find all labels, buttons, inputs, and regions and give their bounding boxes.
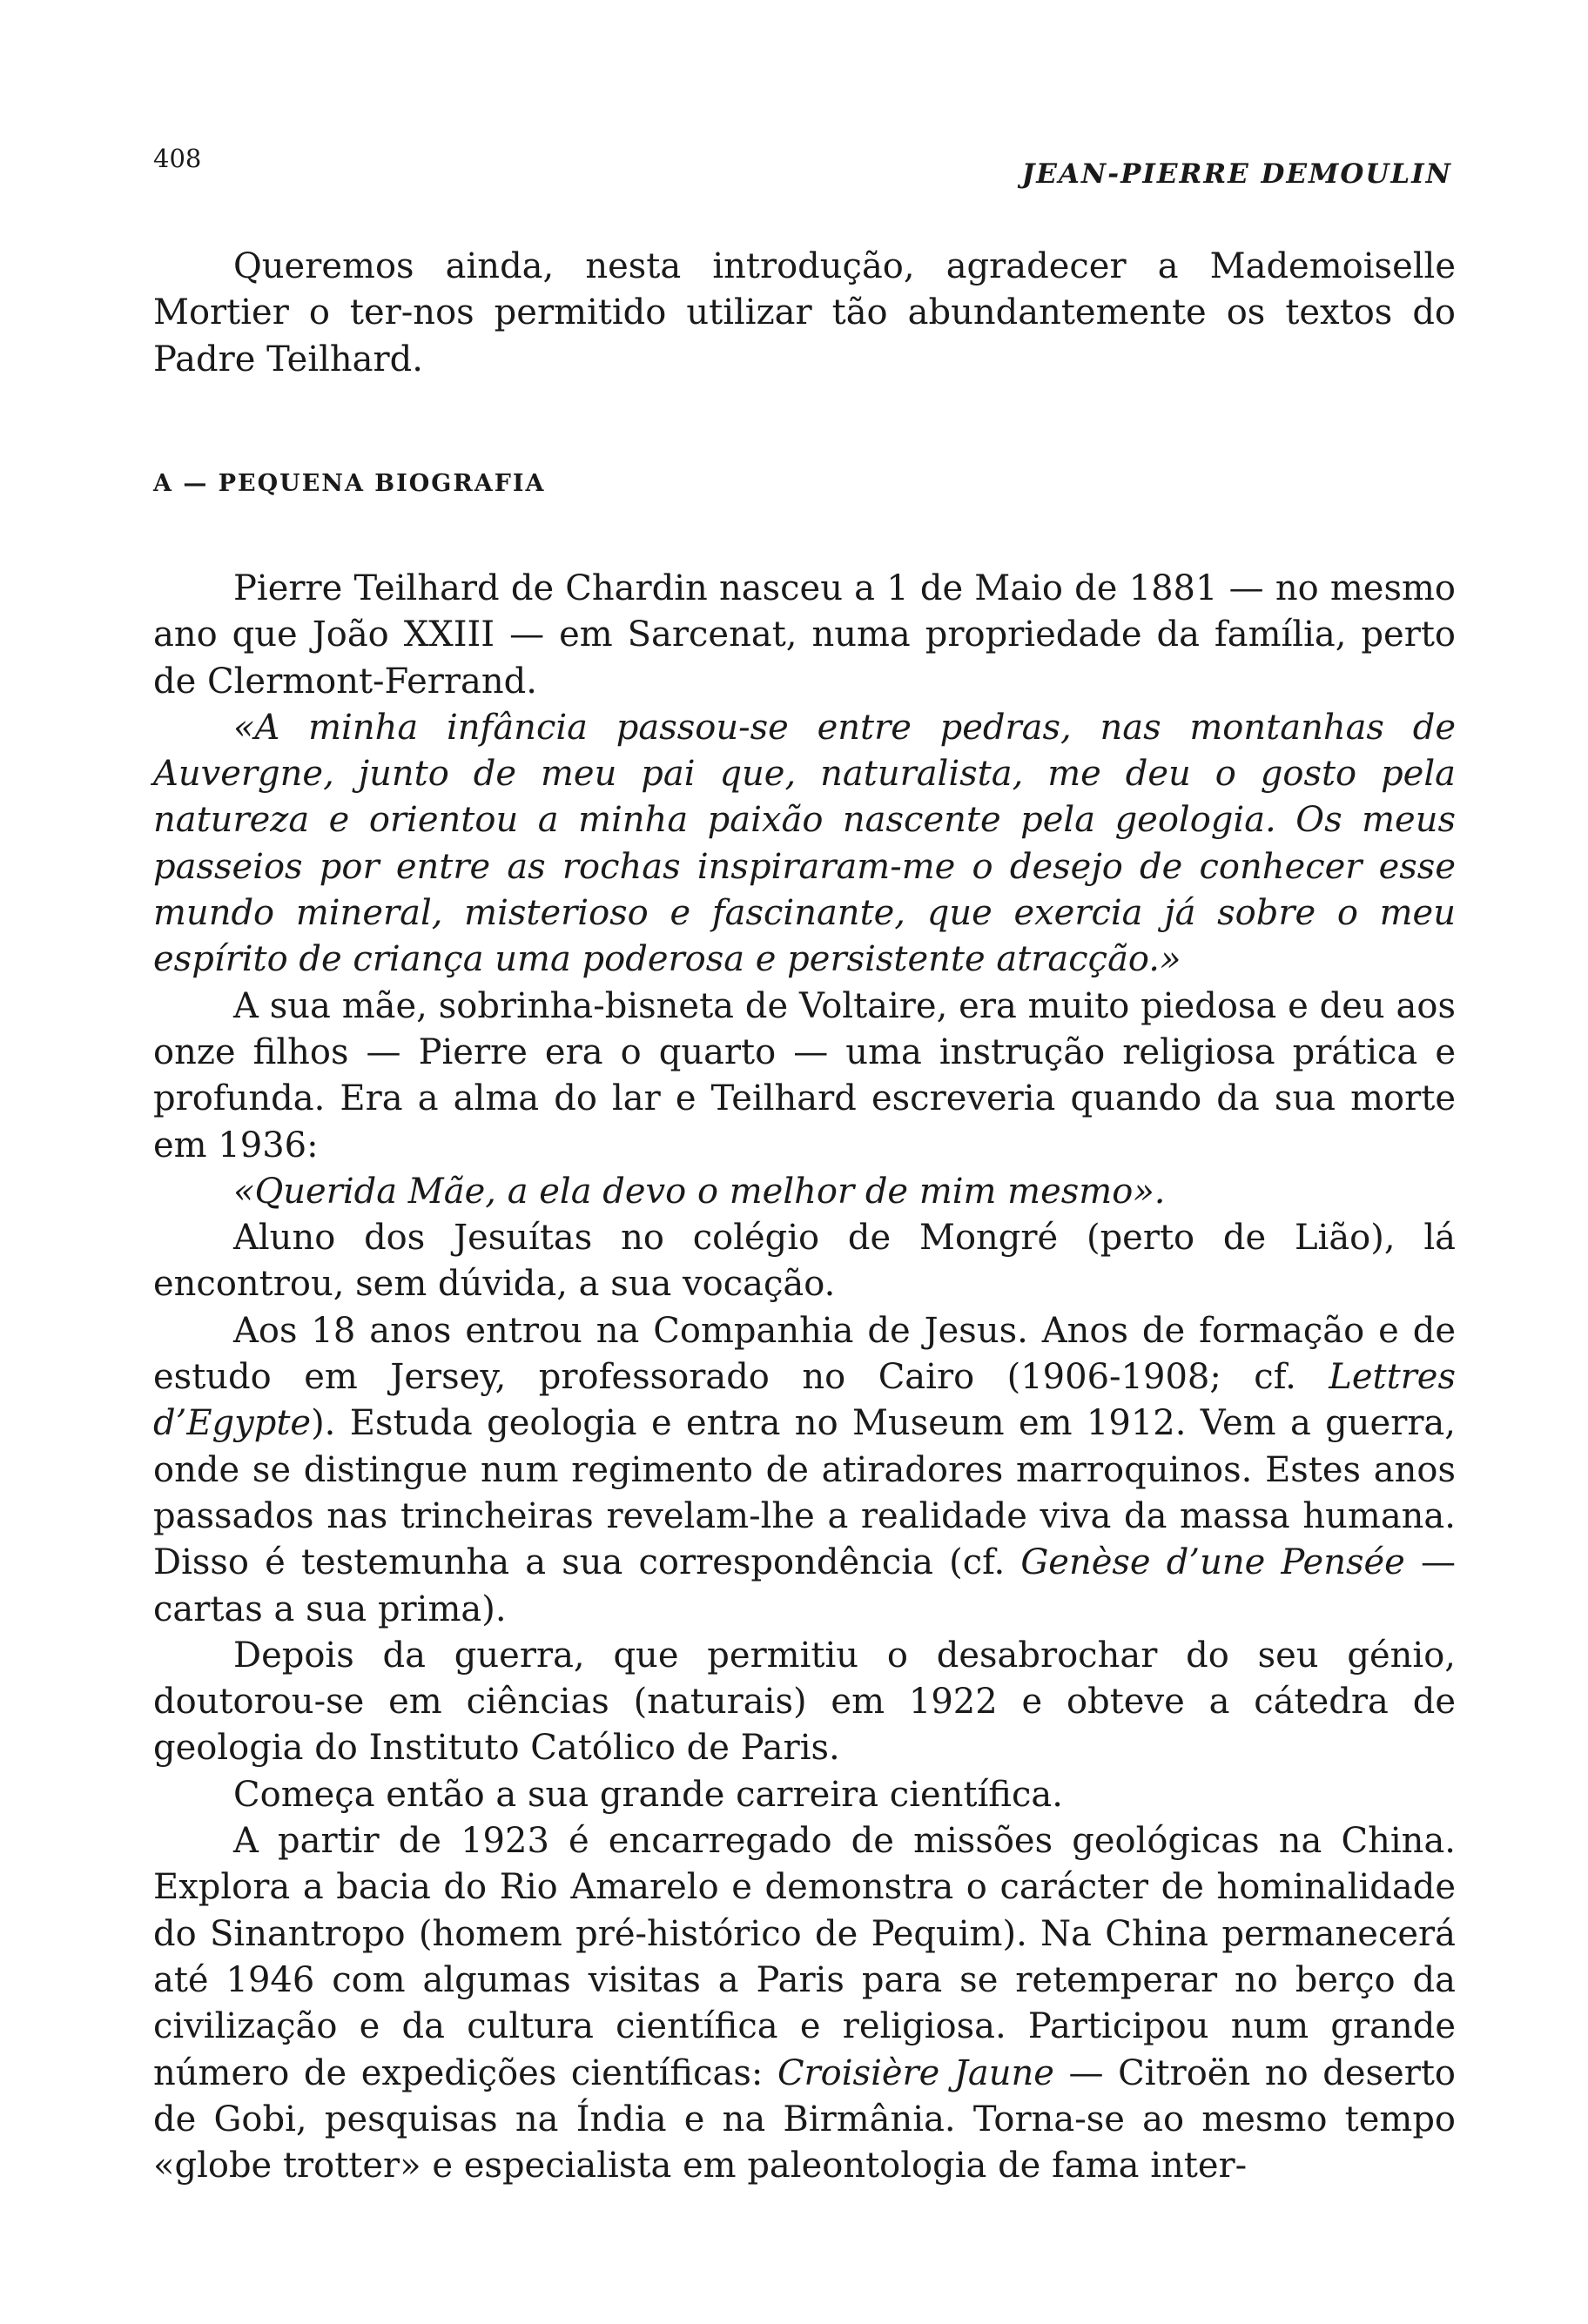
paragraph: [153, 1308, 1456, 1633]
book-title: Lettres d’Egypte: [153, 1357, 1456, 1444]
text-run: Aos 18 anos entrou na Companhia de Jesus. Anos de formação e de estudo em Jersey, professorado no Cairo (1906-1908; cf.: [153, 1310, 1456, 1398]
text-run: ). Estuda geologia e entra no Museum em 1912. Vem a guerra, onde se distingue num regimento de atiradores marroquinos. Estes anos passados nas trincheiras revelam-lhe a realidade viva da massa humana. Disso é testemunha a sua correspondência (cf.: [153, 1403, 1456, 1583]
paragraph: Começa então a sua grande carreira científica.: [233, 1774, 1063, 1815]
section-heading: A — PEQUENA BIOGRAFIA: [153, 470, 546, 497]
text-run: A partir de 1923 é encarregado de missões geológicas na China. Explora a bacia do Rio Amarelo e demonstra o carácter de hominalidade do Sinantropo (homem pré-histórico de Pequim). Na China permanecerá até 1946 com algumas visitas a Paris para se retemperar no berço da civilização e da cultura científica e religiosa. Participou num grande número de expedições científicas:: [153, 1821, 1456, 2093]
book-title: Genèse d’une Pensée: [1020, 1542, 1405, 1583]
page-number: 408: [153, 144, 202, 173]
quote-paragraph: «A minha infância passou-se entre pedras, nas montanhas de Auvergne, junto de meu pai que, naturalista, me deu o gosto pela natureza e orientou a minha paixão nascente pela geologia. Os meus passeios por entre as rochas inspiraram-me o desejo de conhecer esse mundo mineral, misterioso e fascinante, que exercia já sobre o meu espírito de criança uma poderosa e persistente atracção.»: [153, 707, 1456, 980]
paragraph: Pierre Teilhard de Chardin nasceu a 1 de Maio de 1881 — no mesmo ano que João XXIII — em Sarcenat, numa propriedade da família, perto de Clermont-Ferrand.: [153, 568, 1456, 702]
paragraph: Depois da guerra, que permitiu o desabrochar do seu génio, doutorou-se em ciências (naturais) em 1922 e obteve a cátedra de geologia do Instituto Católico de Paris.: [153, 1635, 1456, 1769]
paragraph: Aluno dos Jesuítas no colégio de Mongré (perto de Lião), lá encontrou, sem dúvida, a sua vocação.: [153, 1218, 1456, 1305]
intro-block: [153, 244, 1456, 383]
biography-body: [153, 566, 1456, 2189]
paragraph: A sua mãe, sobrinha-bisneta de Voltaire, era muito piedosa e deu aos onze filhos — Pierre era o quarto — uma instrução religiosa prática e profunda. Era a alma do lar e Teilhard escreveria quando da sua morte em 1936:: [153, 985, 1456, 1165]
text-run: — Citroën no deserto de Gobi, pesquisas na Índia e na Birmânia. Torna-se ao mesmo tempo «globe trotter» e especialista em paleontologia de fama inter-: [153, 2052, 1456, 2186]
running-head: JEAN-PIERRE DEMOULIN: [1021, 158, 1452, 190]
paragraph: [153, 1818, 1456, 2189]
intro-paragraph: Queremos ainda, nesta introdução, agradecer a Mademoiselle Mortier o ter-nos permitido utilizar tão abundantemente os textos do Padre Teilhard.: [153, 246, 1456, 379]
text-run: — cartas a sua prima).: [153, 1542, 1456, 1629]
quote-paragraph: «Querida Mãe, a ela devo o melhor de mim mesmo».: [233, 1171, 1166, 1212]
expedition-title: Croisière Jaune: [777, 2052, 1054, 2093]
